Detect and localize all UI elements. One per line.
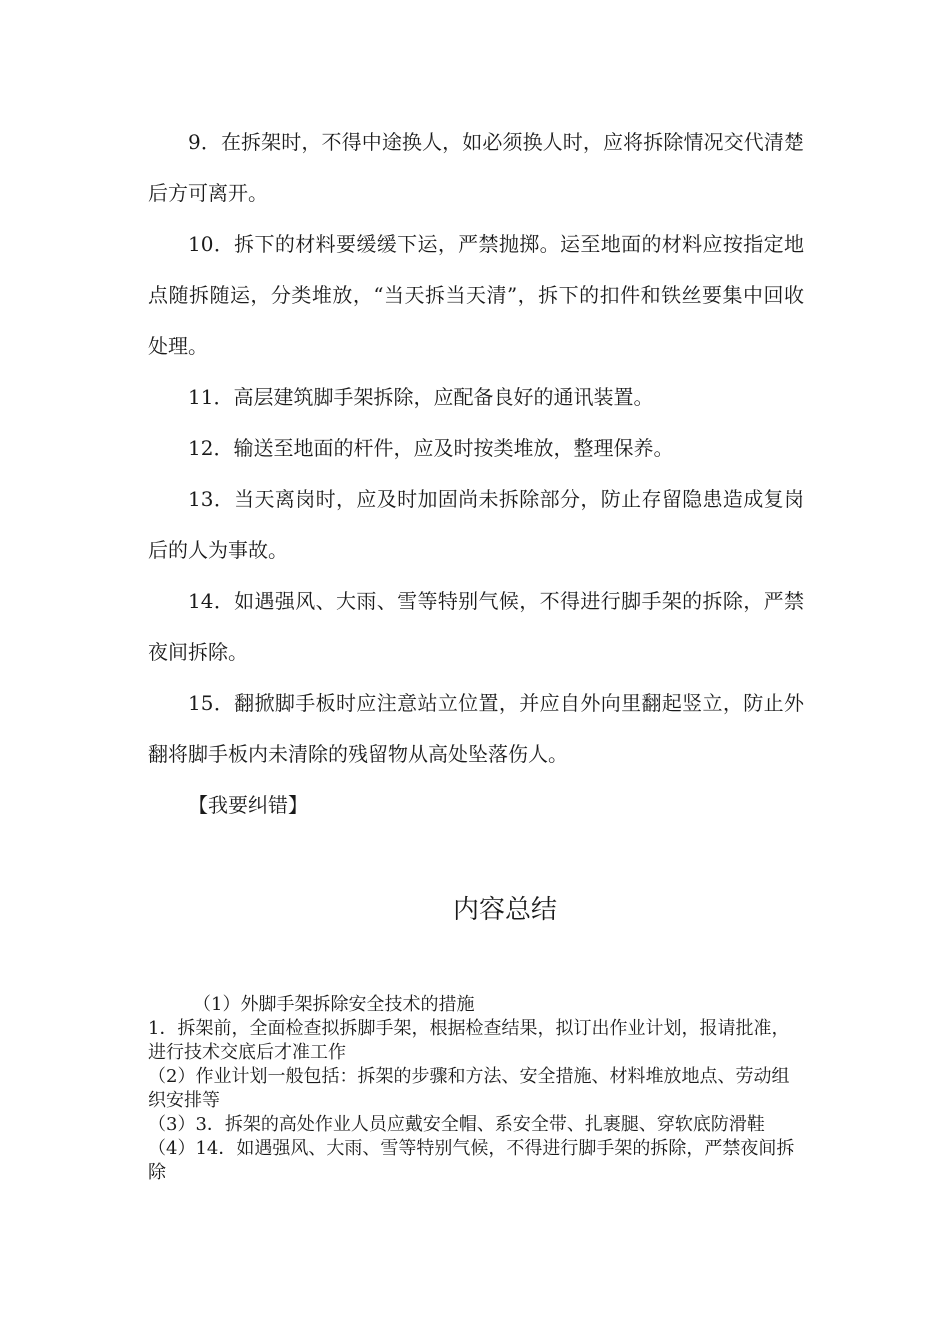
summary-line-3: （2）作业计划一般包括：拆架的步骤和方法、安全措施、材料堆放地点、劳动组织安排等 [148,1066,790,1111]
paragraph-item-9: 9．在拆架时，不得中途换人，如必须换人时，应将拆除情况交代清楚后方可离开。 [148,130,804,205]
report-error-link[interactable]: 【我要纠错】 [188,793,308,817]
paragraph-item-15: 15．翻掀脚手板时应注意站立位置，并应自外向里翻起竖立，防止外翻将脚手板内未清除的残留物从高处坠落伤人。 [148,691,804,766]
paragraph-item-11: 11．高层建筑脚手架拆除，应配备良好的通讯装置。 [188,385,654,409]
paragraph-item-12: 12．输送至地面的杆件，应及时按类堆放，整理保养。 [188,436,674,460]
document-body [148,117,804,831]
paragraph-item-13: 13．当天离岗时，应及时加固尚未拆除部分，防止存留隐患造成复岗后的人为事故。 [148,487,804,562]
summary-line-1: （1）外脚手架拆除安全技术的措施 [193,994,475,1015]
paragraph-item-14: 14．如遇强风、大雨、雪等特别气候，不得进行脚手架的拆除，严禁夜间拆除。 [148,589,804,664]
paragraph-item-10: 10．拆下的材料要缓缓下运，严禁抛掷。运至地面的材料应按指定地点随拆随运，分类堆放，“当天拆当天清”，拆下的扣件和铁丝要集中回收处理。 [148,232,804,358]
summary-line-4: （3）3．拆架的高处作业人员应戴安全帽、系安全带、扎裹腿、穿软底防滑鞋 [148,1114,765,1135]
summary-section [148,993,804,1185]
summary-title: 内容总结 [452,895,557,925]
summary-line-5: （4）14．如遇强风、大雨、雪等特别气候，不得进行脚手架的拆除，严禁夜间拆除 [148,1138,795,1183]
summary-line-2: 1．拆架前，全面检查拟拆脚手架，根据检查结果，拟订出作业计划，报请批准，进行技术交底后才准工作 [148,1018,790,1063]
